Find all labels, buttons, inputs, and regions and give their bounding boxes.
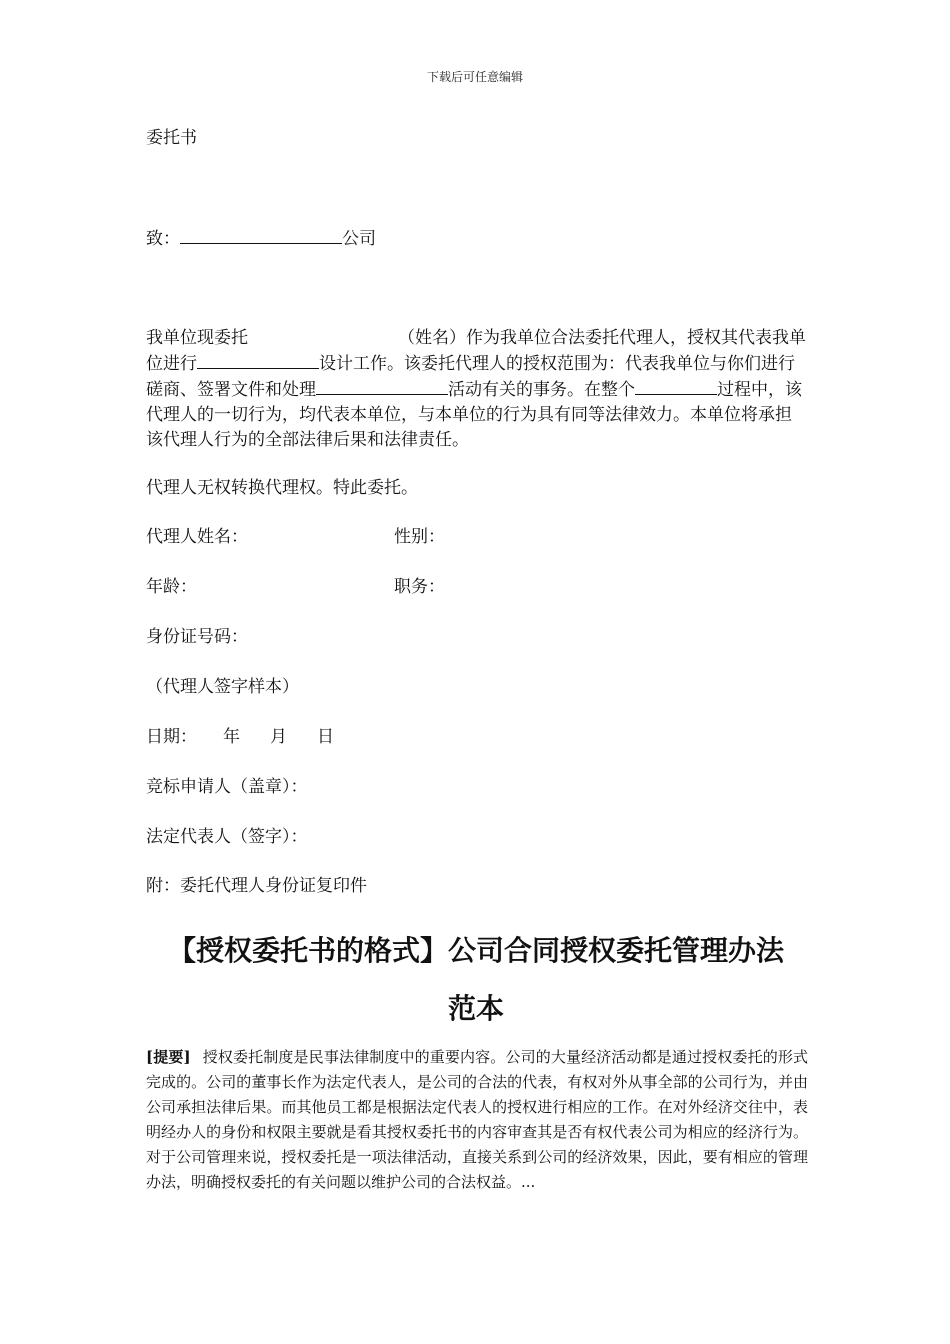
gender-label: 性别：: [394, 527, 445, 547]
date-label: 日期：: [146, 727, 197, 747]
page-header-note: 下载后可任意编辑: [426, 70, 523, 84]
bidder-label: 竞标申请人（盖章）：: [146, 777, 308, 797]
day-label: 日: [317, 727, 334, 747]
addressee-line: [146, 226, 806, 252]
article-title: [146, 922, 806, 1038]
legal-rep-label: 法定代表人（签字）：: [146, 827, 308, 847]
signature-sample-label: （代理人签字样本）: [146, 677, 299, 697]
article-title-line1: 【授权委托书的格式】公司合同授权委托管理办法: [167, 934, 784, 967]
p1-part-c: 设计工作。该委托代理人的授权范围为：代表我单位与你们进行磋商、签署文件和处理: [146, 354, 795, 400]
p1-part-e: 过程中，该代理人的一切行为，均代表本单位，与本单位的行为具有同等法律效力。本单位将承担该代理人行为的全部法律后果和法律责任。: [146, 380, 802, 450]
process-blank: [635, 377, 717, 395]
month-label: 月: [270, 727, 287, 747]
article-summary: [146, 1045, 808, 1195]
activity-blank: [316, 377, 448, 395]
authorization-paragraph: [146, 326, 806, 453]
article-title-line2: 范本: [447, 992, 504, 1025]
year-label: 年: [223, 727, 240, 747]
p1-part-b: （姓名）作为我单位合法委托代理人，授权其代表我单位进行: [146, 328, 806, 374]
addressee-suffix: 公司: [342, 229, 376, 249]
doc-title: 委托书: [146, 128, 197, 148]
agent-name-label: 代理人姓名：: [146, 527, 248, 547]
age-position-row: [146, 575, 806, 600]
summary-tag: [提要]: [146, 1048, 191, 1066]
date-line: [146, 725, 806, 750]
position-label: 职务：: [394, 577, 445, 597]
p1-part-a: 我单位现委托: [146, 328, 248, 348]
company-blank: [180, 226, 342, 244]
agent-name-gender-row: [146, 525, 806, 550]
addressee-prefix: 致：: [146, 229, 180, 249]
no-transfer-statement: 代理人无权转换代理权。特此委托。: [146, 478, 418, 498]
p1-part-d: 活动有关的事务。在整个: [448, 380, 635, 400]
summary-text: 授权委托制度是民事法律制度中的重要内容。公司的大量经济活动都是通过授权委托的形式完成的。公司的董事长作为法定代表人，是公司的合法的代表，有权对外从事全部的公司行为，并由公司承担法律后果。而其他员工都是根据法定代表人的授权进行相应的工作。在对外经济交往中，表明经办人的身份和权限主要就是看其授权委托书的内容审查其是否有权代表公司为相应的经济行为。对于公司管理来说，授权委托是一项法律活动，直接关系到公司的经济效果，因此，要有相应的管理办法，明确授权委托的有关问题以维护公司的合法权益。...: [146, 1048, 808, 1191]
age-label: 年龄：: [146, 577, 197, 597]
design-work-blank: [197, 351, 319, 369]
attachment-note: 附：委托代理人身份证复印件: [146, 876, 367, 896]
id-number-label: 身份证号码：: [146, 627, 248, 647]
